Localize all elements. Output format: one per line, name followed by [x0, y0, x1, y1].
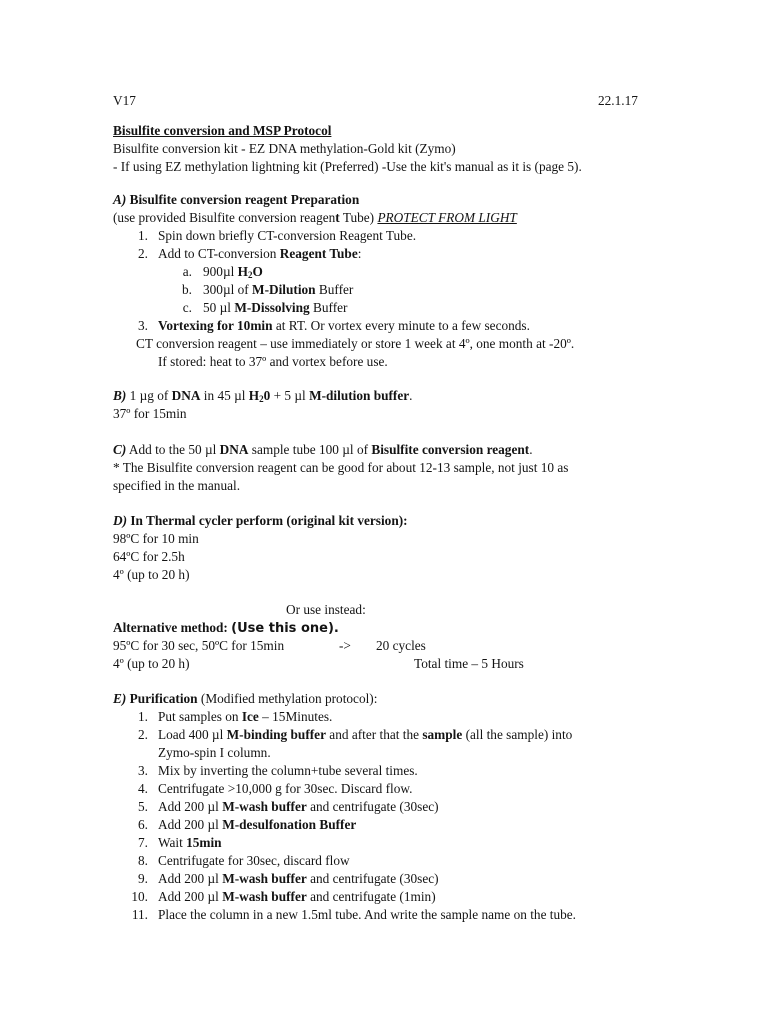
step-text: and centrifugate (30sec)	[306, 799, 439, 814]
arrow-text: ->	[339, 638, 351, 653]
list-number: 8.	[138, 853, 148, 868]
section-c-line-1: C) Add to the 50 µl DNA sample tube 100 µl of Bisulfite conversion reagent.	[113, 442, 533, 457]
section-a-letter: A)	[113, 192, 127, 207]
list-number: 1.	[138, 709, 148, 724]
section-c-note-1: * The Bisulfite conversion reagent can be good for about 12-13 sample, not just 10 as	[113, 460, 569, 475]
list-letter: b.	[182, 282, 192, 297]
list-number: 2.	[138, 727, 148, 742]
cycle-step-2: 64ºC for 2.5h	[113, 549, 185, 564]
step-text: Place the column in a new 1.5ml tube. And write the sample name on the tube.	[158, 907, 577, 922]
cycles-count: 20 cycles	[376, 638, 426, 653]
step-text: and centrifugate (1min)	[306, 889, 436, 904]
section-e-heading	[113, 690, 377, 708]
cycle-step-1: 98ºC for 10 min	[113, 531, 199, 546]
use-this-one-label: (Use this one).	[231, 621, 339, 636]
list-number: 2.	[138, 246, 148, 261]
step-text: Add 200 µl	[158, 871, 223, 886]
list-number: 6.	[138, 817, 148, 832]
section-c-letter: C)	[113, 442, 127, 457]
step-text: Add to CT-conversion	[158, 246, 280, 261]
storage-note-1: CT conversion reagent – use immediately or store 1 week at 4º, one month at -20º.	[136, 336, 575, 351]
alternative-method-label: Alternative method:	[113, 620, 232, 635]
date-label: 22.1.17	[598, 93, 638, 108]
step-text: (all the sample) into	[462, 727, 573, 742]
step-text: Centrifugate for 30sec, discard flow	[158, 853, 350, 868]
step-text: 300µl of	[203, 282, 253, 297]
list-number: 9.	[138, 871, 148, 886]
vortexing-label: Vortexing for 10min	[158, 318, 273, 333]
purification-step	[158, 834, 222, 852]
m-dilution-buffer-label: M-dilution buffer	[309, 388, 410, 403]
list-number: 7.	[138, 835, 148, 850]
water-label: $H_2O$	[237, 264, 263, 280]
section-a-title: Bisulfite conversion reagent Preparation	[126, 192, 360, 207]
document-title: Bisulfite conversion and MSP Protocol	[113, 123, 332, 138]
purification-step	[158, 744, 271, 762]
section-a-substep-c	[203, 299, 347, 317]
section-a-heading	[113, 191, 359, 209]
section-a-note-text-2: Tube)	[339, 210, 378, 225]
section-a-substep-b	[203, 281, 353, 299]
step-text: Put samples on	[158, 709, 242, 724]
section-e-letter: E)	[113, 691, 127, 706]
step-text: Buffer	[309, 300, 348, 315]
step-text: :	[357, 246, 362, 261]
section-a-note-text: (use provided Bisulfite conversion reagen	[113, 210, 336, 225]
section-a-note-bold: t	[335, 210, 340, 225]
list-letter: a.	[182, 264, 192, 279]
step-text: Buffer	[315, 282, 354, 297]
list-number: 10.	[131, 889, 148, 904]
step-text: Mix by inverting the column+tube several times.	[158, 763, 418, 778]
cycle-step-3: 4º (up to 20 h)	[113, 567, 190, 582]
purification-step	[158, 780, 412, 798]
version-label: V17	[113, 93, 136, 108]
section-a-step-2	[158, 245, 361, 263]
reagent-emphasis: M-desulfonation Buffer	[222, 817, 357, 832]
section-a-step-3	[158, 317, 530, 335]
alt-cycle-step-2: 4º (up to 20 h)	[113, 656, 190, 671]
section-a-note	[113, 209, 517, 227]
purification-step	[158, 852, 350, 870]
step-text: Add 200 µl	[158, 817, 223, 832]
list-number: 4.	[138, 781, 148, 796]
step-text: and centrifugate (30sec)	[306, 871, 439, 886]
reagent-emphasis: M-wash buffer	[222, 871, 307, 886]
step-text: 900µl	[203, 264, 238, 279]
step-text: Add 200 µl	[158, 799, 223, 814]
section-d-letter: D)	[113, 513, 128, 528]
purification-step	[158, 726, 572, 744]
alt-cycle-step-1: 95ºC for 30 sec, 50ºC for 15min	[113, 638, 285, 653]
step-text: Centrifugate >10,000 g for 30sec. Discard flow.	[158, 781, 413, 796]
protect-from-light-warning: PROTECT FROM LIGHT	[377, 210, 517, 225]
section-e-note: (Modified methylation protocol):	[197, 691, 378, 706]
storage-note-2: If stored: heat to 37º and vortex before use.	[158, 354, 388, 369]
section-b-line-1: B) 1 µg of DNA in 45 µl $H_20 + 5$ µl M-dilution buffer.	[113, 388, 413, 404]
section-b-letter: B)	[113, 388, 127, 403]
section-c-note-2: specified in the manual.	[113, 478, 241, 493]
purification-step	[158, 708, 332, 726]
reagent-tube-label: Reagent Tube	[279, 246, 358, 261]
intro-line-2: - If using EZ methylation lightning kit (Preferred) -Use the kit's manual as it is (page 5).	[113, 159, 582, 174]
intro-line-1: Bisulfite conversion kit - EZ DNA methylation-Gold kit (Zymo)	[113, 141, 456, 156]
total-time: Total time – 5 Hours	[414, 656, 524, 671]
purification-step	[158, 798, 439, 816]
list-number: 5.	[138, 799, 148, 814]
section-d-title: In Thermal cycler perform (original kit version):	[127, 513, 408, 528]
step-text: Wait	[158, 835, 187, 850]
m-dissolving-label: M-Dissolving	[234, 300, 310, 315]
list-number: 11.	[131, 907, 148, 922]
reagent-emphasis: M-wash buffer	[222, 889, 307, 904]
alternative-method-heading	[113, 619, 339, 638]
section-e-title: Purification	[126, 691, 198, 706]
reagent-emphasis: M-binding buffer	[226, 727, 326, 742]
reagent-emphasis: 15min	[186, 835, 222, 850]
purification-step	[158, 870, 439, 888]
m-dilution-label: M-Dilution	[252, 282, 316, 297]
step-text: and after that the	[325, 727, 423, 742]
reagent-emphasis: Ice	[241, 709, 259, 724]
step-text: Load 400 µl	[158, 727, 227, 742]
section-b-line-2: 37º for 15min	[113, 406, 187, 421]
purification-step	[158, 762, 418, 780]
list-number: 3.	[138, 763, 148, 778]
step-text: – 15Minutes.	[258, 709, 333, 724]
step-text: Add 200 µl	[158, 889, 223, 904]
step-text: at RT. Or vortex every minute to a few seconds.	[272, 318, 530, 333]
purification-step	[158, 888, 436, 906]
or-use-instead: Or use instead:	[286, 602, 366, 617]
reagent-emphasis: sample	[422, 727, 463, 742]
section-d-heading	[113, 512, 408, 530]
list-number: 1.	[138, 228, 148, 243]
step-text: Zymo-spin I column.	[158, 745, 271, 760]
purification-step	[158, 816, 356, 834]
list-letter: c.	[182, 300, 192, 315]
water-label: $H_20$	[248, 388, 271, 404]
purification-step	[158, 906, 576, 924]
section-a-step-1: Spin down briefly CT-conversion Reagent Tube.	[158, 228, 417, 243]
list-number: 3.	[138, 318, 148, 333]
section-a-substep-a	[203, 263, 263, 281]
step-text: 50 µl	[203, 300, 235, 315]
reagent-emphasis: M-wash buffer	[222, 799, 307, 814]
bisulfite-reagent-label: Bisulfite conversion reagent	[371, 442, 530, 457]
